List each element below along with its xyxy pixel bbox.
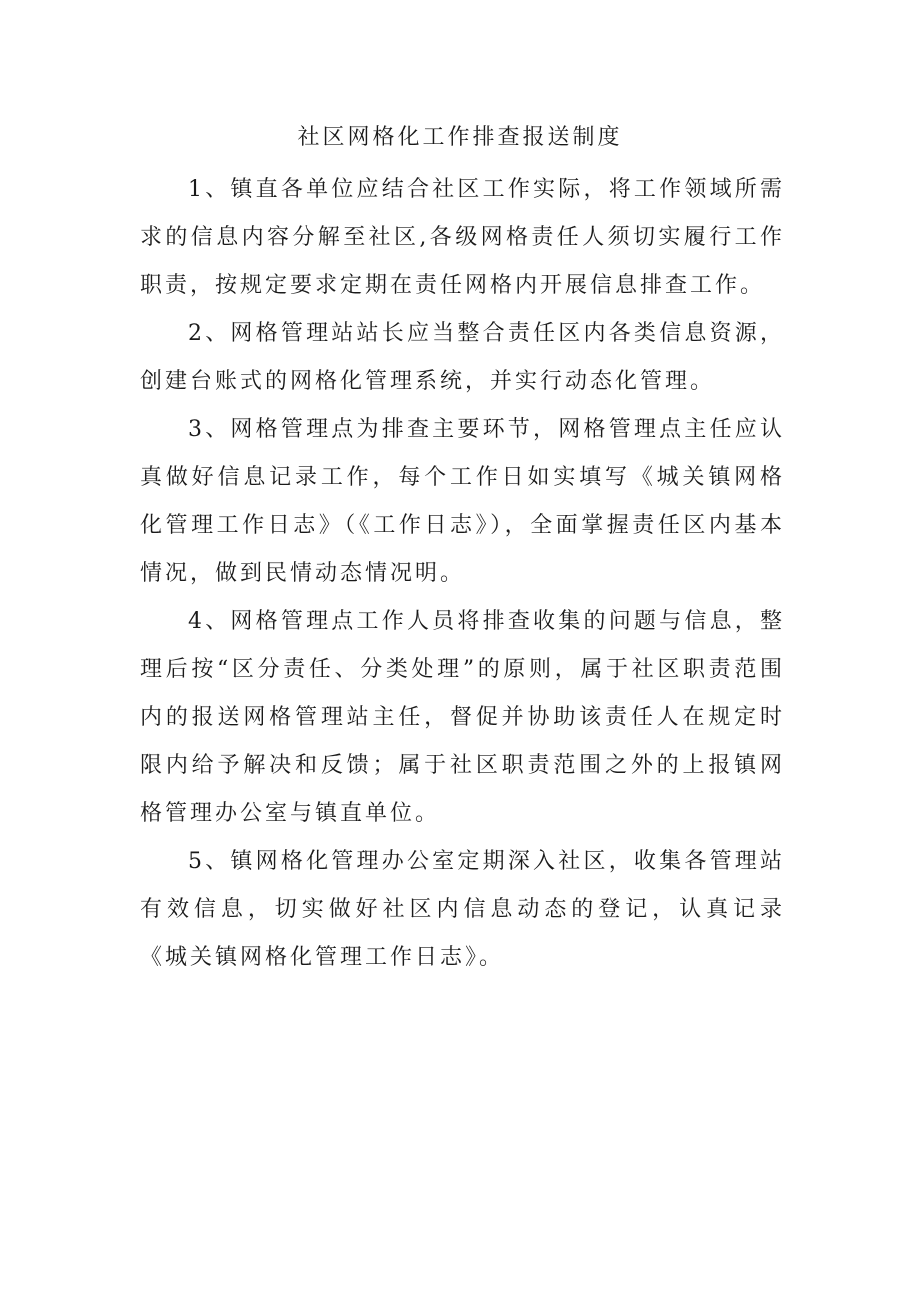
paragraph-1: 1、镇直各单位应结合社区工作实际，将工作领域所需求的信息内容分解至社区,各级网格责任人须切实履行工作职责，按规定要求定期在责任网格内开展信息排查工作。 (140, 177, 785, 298)
document-title: 社区网格化工作排查报送制度 (297, 125, 623, 150)
paragraph-4: 4、网格管理点工作人员将排查收集的问题与信息，整理后按“区分责任、分类处理”的原则，属于社区职责范围内的报送网格管理站主任，督促并协助该责任人在规定时限内给予解决和反馈；属于社区职责范围之外的上报镇网格管理办公室与镇直单位。 (140, 609, 785, 826)
paragraph-5: 5、镇网格化管理办公室定期深入社区，收集各管理站有效信息，切实做好社区内信息动态的登记，认真记录《城关镇网格化管理工作日志》。 (140, 849, 785, 970)
paragraph-2: 2、网格管理站站长应当整合责任区内各类信息资源，创建台账式的网格化管理系统，并实行动态化管理。 (140, 321, 785, 394)
paragraph-3: 3、网格管理点为排查主要环节，网格管理点主任应认真做好信息记录工作，每个工作日如实填写《城关镇网格化管理工作日志》（《工作日志》），全面掌握责任区内基本情况，做到民情动态情况明。 (140, 417, 785, 586)
